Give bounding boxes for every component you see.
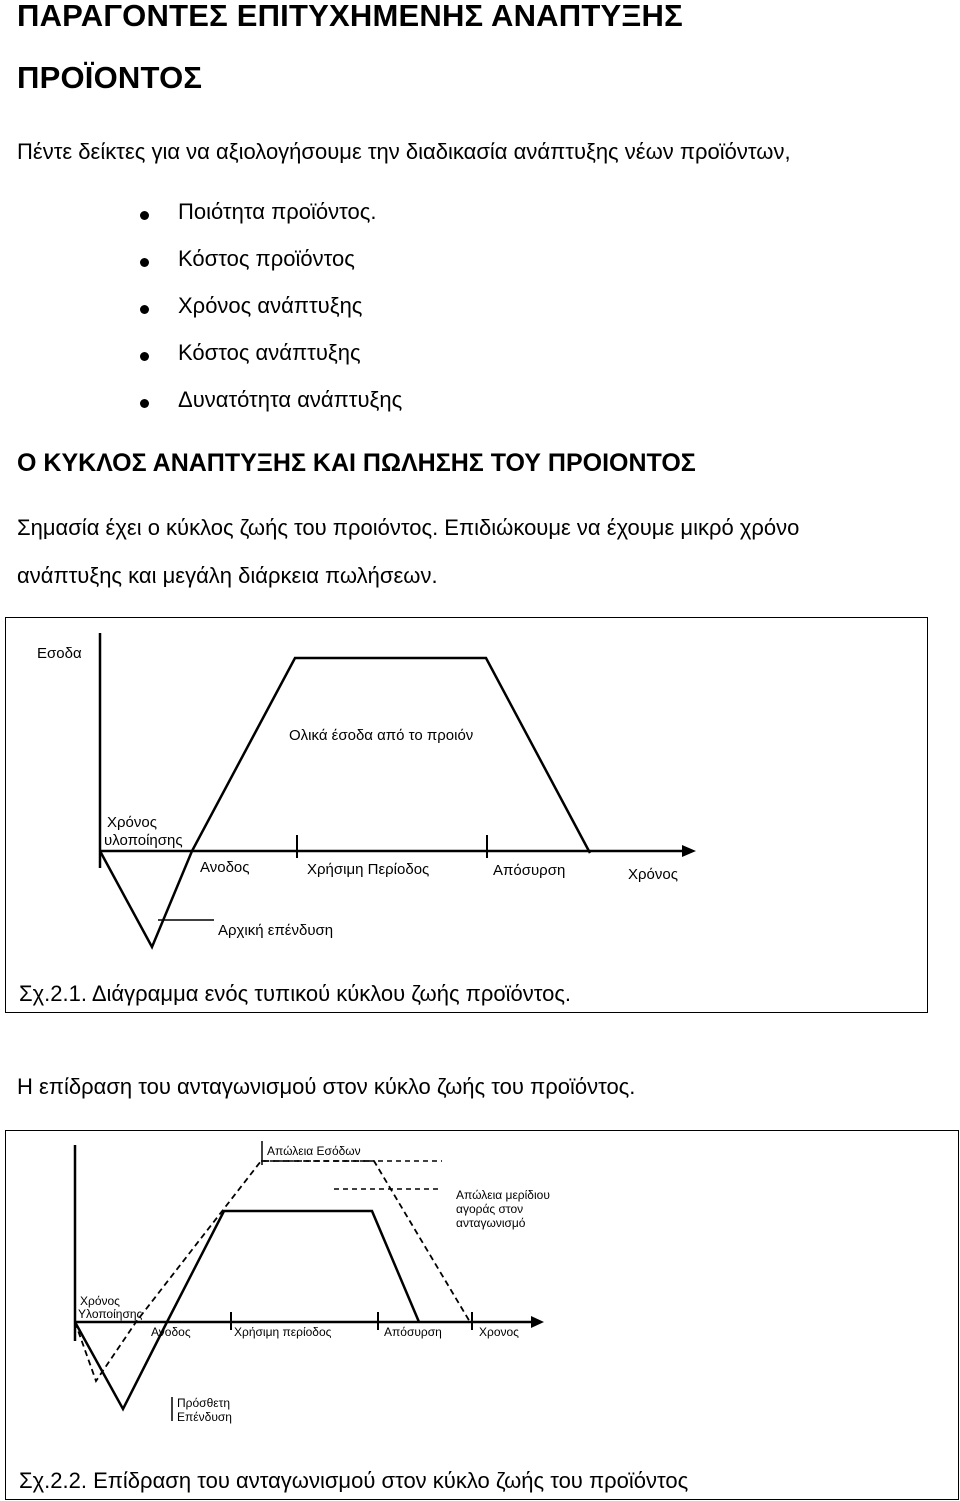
revenue-loss-label: Απώλεια Εσόδων [267, 1144, 361, 1158]
bullet-icon [140, 211, 149, 220]
list-item-text: Κόστος ανάπτυξης [178, 340, 361, 365]
share-loss-label-3: ανταγωνισμό [456, 1216, 526, 1230]
impl-time-label-2: υλοποίησης [104, 832, 183, 849]
page-title-line2: ΠΡΟΪΟΝΤΟΣ [17, 60, 203, 95]
extra-investment-label-2: Επένδυση [177, 1410, 232, 1424]
intro-text: Πέντε δείκτες για να αξιολογήσουμε την διαδικασία ανάπτυξης νέων προϊόντων, [17, 139, 791, 164]
bullet-icon [140, 399, 149, 408]
list-item-text: Χρόνος ανάπτυξης [178, 293, 363, 318]
phase-withdrawal-label: Απόσυρση [384, 1325, 442, 1339]
x-axis-label: Χρονος [479, 1325, 519, 1339]
impl-time-label: Χρόνος [107, 814, 157, 831]
section-heading: Ο ΚΥΚΛΟΣ ΑΝΑΠΤΥΞΗΣ ΚΑΙ ΠΩΛΗΣΗΣ ΤΟΥ ΠΡΟΙΟΝΤΟΣ [17, 449, 696, 477]
x-axis-label: Χρόνος [628, 866, 678, 883]
competition-diagram [6, 1131, 958, 1499]
bullet-icon [140, 258, 149, 267]
page-title-line1: ΠΑΡΑΓΟΝΤΕΣ ΕΠΙΤΥΧΗΜΕΝΗΣ ΑΝΑΠΤΥΞΗΣ [17, 0, 683, 33]
list-item-text: Δυνατότητα ανάπτυξης [178, 387, 403, 412]
share-loss-label: Απώλεια μερίδιου [456, 1188, 550, 1202]
y-axis-label: Εσοδα [37, 645, 82, 662]
phase-useful-label: Χρήσιμη περίοδος [234, 1325, 332, 1339]
figure-1-caption: Σχ.2.1. Διάγραμμα ενός τυπικού κύκλου ζωής προϊόντος. [19, 981, 572, 1006]
paragraph-line2: ανάπτυξης και μεγάλη διάρκεια πωλήσεων. [17, 563, 438, 588]
phase-useful-label: Χρήσιμη Περίοδος [307, 861, 430, 878]
initial-investment-label: Αρχική επένδυση [218, 922, 334, 939]
extra-investment-label: Πρόσθετη [177, 1396, 231, 1410]
figure-1 [5, 617, 928, 1013]
original-cycle-curve [75, 1161, 470, 1381]
figure-2 [5, 1130, 959, 1500]
paragraph-line1: Σημασία έχει ο κύκλος ζωής του προιόντος. Επιδιώκουμε να έχουμε μικρό χρόνο [17, 515, 800, 540]
x-axis-arrow-icon [682, 845, 696, 857]
impl-time-label: Χρόνος [80, 1294, 120, 1308]
lifecycle-diagram [6, 618, 927, 1012]
list-item-text: Ποιότητα προϊόντος. [178, 199, 377, 224]
phase-rise-label: Ανοδος [151, 1325, 191, 1339]
phase-rise-label: Ανοδος [200, 859, 250, 876]
bullet-icon [140, 352, 149, 361]
peak-label: Ολικά έσοδα από το προιόν [289, 727, 474, 744]
share-loss-label-2: αγοράς στον [456, 1202, 524, 1216]
phase-withdrawal-label: Απόσυρση [493, 862, 566, 879]
lifecycle-curve [100, 658, 590, 947]
figure-2-intro: Η επίδραση του ανταγωνισμού στον κύκλο ζωής του προϊόντος. [17, 1074, 636, 1099]
figure-2-caption: Σχ.2.2. Επίδραση του ανταγωνισμού στον κύκλο ζωής του προϊόντος [19, 1468, 689, 1493]
list-item-text: Κόστος προϊόντος [178, 246, 355, 271]
impl-time-label-2: Υλοποίησης [78, 1307, 143, 1321]
bullet-icon [140, 305, 149, 314]
x-axis-arrow-icon [531, 1316, 544, 1328]
